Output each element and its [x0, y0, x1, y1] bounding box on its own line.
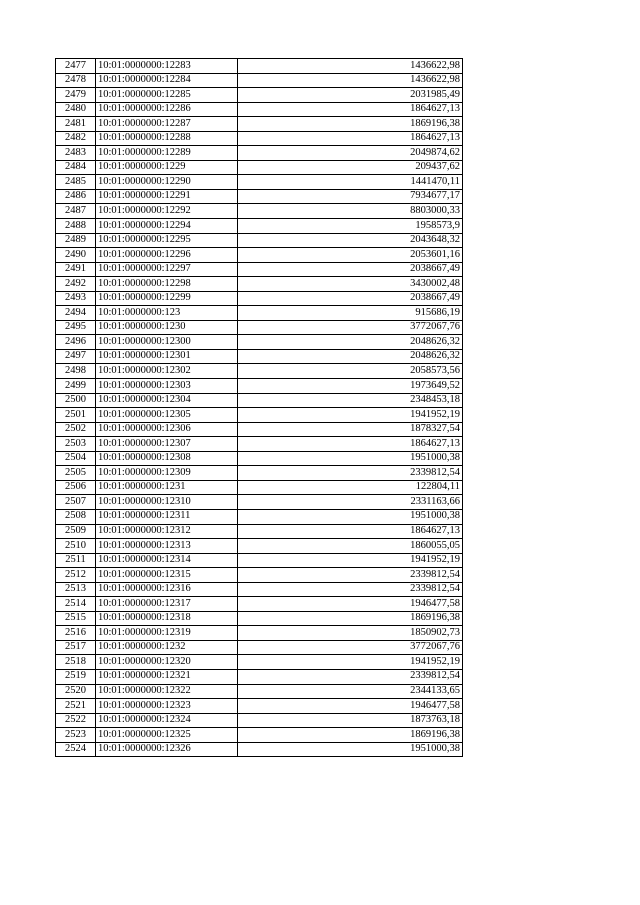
cadastral-value-cell: 1941952,19	[238, 655, 463, 670]
cadastral-value-cell: 2339812,54	[238, 466, 463, 481]
table-row	[56, 597, 463, 612]
cadastral-value-cell: 1864627,13	[238, 102, 463, 117]
table-row	[56, 160, 463, 175]
row-number-cell: 2524	[56, 742, 96, 757]
cadastral-number-cell: 10:01:0000000:12312	[96, 524, 238, 539]
cadastral-value-cell: 2053601,16	[238, 248, 463, 263]
row-number-cell: 2521	[56, 699, 96, 714]
table-row	[56, 59, 463, 74]
cadastral-number-cell: 10:01:0000000:12298	[96, 277, 238, 292]
cadastral-number-cell: 10:01:0000000:12283	[96, 59, 238, 74]
row-number-cell: 2515	[56, 611, 96, 626]
cadastral-value-cell: 1850902,73	[238, 626, 463, 641]
row-number-cell: 2518	[56, 655, 96, 670]
cadastral-value-cell: 122804,11	[238, 480, 463, 495]
row-number-cell: 2477	[56, 59, 96, 74]
cadastral-value-cell: 1878327,54	[238, 422, 463, 437]
row-number-cell: 2485	[56, 175, 96, 190]
cadastral-value-cell: 2058573,56	[238, 364, 463, 379]
row-number-cell: 2499	[56, 379, 96, 394]
row-number-cell: 2478	[56, 73, 96, 88]
row-number-cell: 2484	[56, 160, 96, 175]
table-row	[56, 422, 463, 437]
table-row	[56, 655, 463, 670]
cadastral-value-cell: 3772067,76	[238, 640, 463, 655]
table-row	[56, 509, 463, 524]
cadastral-value-cell: 3772067,76	[238, 320, 463, 335]
cadastral-value-cell: 1864627,13	[238, 131, 463, 146]
cadastral-value-cell: 1951000,38	[238, 451, 463, 466]
cadastral-value-cell: 1441470,11	[238, 175, 463, 190]
cadastral-number-cell: 10:01:0000000:1231	[96, 480, 238, 495]
row-number-cell: 2508	[56, 509, 96, 524]
row-number-cell: 2505	[56, 466, 96, 481]
table-row	[56, 728, 463, 743]
table-row	[56, 524, 463, 539]
row-number-cell: 2489	[56, 233, 96, 248]
row-number-cell: 2516	[56, 626, 96, 641]
table-row	[56, 219, 463, 234]
cadastral-number-cell: 10:01:0000000:12291	[96, 189, 238, 204]
table-row	[56, 131, 463, 146]
table-row	[56, 713, 463, 728]
cadastral-value-cell: 1873763,18	[238, 713, 463, 728]
table-row	[56, 204, 463, 219]
cadastral-number-cell: 10:01:0000000:12323	[96, 699, 238, 714]
cadastral-value-cell: 915686,19	[238, 306, 463, 321]
cadastral-number-cell: 10:01:0000000:12306	[96, 422, 238, 437]
table-row	[56, 408, 463, 423]
cadastral-number-cell: 10:01:0000000:12307	[96, 437, 238, 452]
cadastral-number-cell: 10:01:0000000:1232	[96, 640, 238, 655]
cadastral-number-cell: 10:01:0000000:12296	[96, 248, 238, 263]
table-row	[56, 568, 463, 583]
table-row	[56, 291, 463, 306]
row-number-cell: 2492	[56, 277, 96, 292]
cadastral-number-cell: 10:01:0000000:12315	[96, 568, 238, 583]
table-row	[56, 306, 463, 321]
cadastral-number-cell: 10:01:0000000:12292	[96, 204, 238, 219]
cadastral-value-cell: 1869196,38	[238, 728, 463, 743]
table-row	[56, 626, 463, 641]
table-row	[56, 684, 463, 699]
cadastral-value-cell: 2043648,32	[238, 233, 463, 248]
cadastral-value-cell: 1869196,38	[238, 117, 463, 132]
table-row	[56, 320, 463, 335]
row-number-cell: 2511	[56, 553, 96, 568]
row-number-cell: 2487	[56, 204, 96, 219]
table-row	[56, 539, 463, 554]
row-number-cell: 2504	[56, 451, 96, 466]
cadastral-value-cell: 2038667,49	[238, 262, 463, 277]
row-number-cell: 2500	[56, 393, 96, 408]
cadastral-value-cell: 2031985,49	[238, 88, 463, 103]
row-number-cell: 2486	[56, 189, 96, 204]
table-row	[56, 379, 463, 394]
cadastral-value-cell: 2331163,66	[238, 495, 463, 510]
table-row	[56, 248, 463, 263]
cadastral-number-cell: 10:01:0000000:12295	[96, 233, 238, 248]
cadastral-number-cell: 10:01:0000000:12314	[96, 553, 238, 568]
row-number-cell: 2519	[56, 669, 96, 684]
cadastral-value-cell: 1436622,98	[238, 59, 463, 74]
cadastral-number-cell: 10:01:0000000:12322	[96, 684, 238, 699]
cadastral-value-cell: 2344133,65	[238, 684, 463, 699]
table-row	[56, 189, 463, 204]
table-row	[56, 451, 463, 466]
cadastral-number-cell: 10:01:0000000:12299	[96, 291, 238, 306]
cadastral-value-table	[55, 58, 463, 757]
table-row	[56, 102, 463, 117]
table-row	[56, 553, 463, 568]
cadastral-number-cell: 10:01:0000000:123	[96, 306, 238, 321]
cadastral-number-cell: 10:01:0000000:12325	[96, 728, 238, 743]
row-number-cell: 2495	[56, 320, 96, 335]
row-number-cell: 2497	[56, 349, 96, 364]
cadastral-value-cell: 1869196,38	[238, 611, 463, 626]
table-row	[56, 88, 463, 103]
cadastral-value-cell: 1946477,58	[238, 597, 463, 612]
table-row	[56, 466, 463, 481]
row-number-cell: 2501	[56, 408, 96, 423]
row-number-cell: 2520	[56, 684, 96, 699]
cadastral-value-cell: 2048626,32	[238, 349, 463, 364]
table-row	[56, 582, 463, 597]
cadastral-value-cell: 2339812,54	[238, 669, 463, 684]
row-number-cell: 2510	[56, 539, 96, 554]
table-body	[56, 59, 463, 757]
row-number-cell: 2513	[56, 582, 96, 597]
cadastral-number-cell: 10:01:0000000:12287	[96, 117, 238, 132]
cadastral-number-cell: 10:01:0000000:12313	[96, 539, 238, 554]
cadastral-number-cell: 10:01:0000000:12310	[96, 495, 238, 510]
cadastral-number-cell: 10:01:0000000:12301	[96, 349, 238, 364]
row-number-cell: 2523	[56, 728, 96, 743]
cadastral-number-cell: 10:01:0000000:12297	[96, 262, 238, 277]
table-row	[56, 277, 463, 292]
cadastral-value-cell: 2339812,54	[238, 568, 463, 583]
row-number-cell: 2522	[56, 713, 96, 728]
cadastral-number-cell: 10:01:0000000:12302	[96, 364, 238, 379]
cadastral-value-cell: 1958573,9	[238, 219, 463, 234]
cadastral-value-cell: 1946477,58	[238, 699, 463, 714]
cadastral-number-cell: 10:01:0000000:12321	[96, 669, 238, 684]
cadastral-value-cell: 1864627,13	[238, 437, 463, 452]
table-row	[56, 262, 463, 277]
cadastral-number-cell: 10:01:0000000:12294	[96, 219, 238, 234]
table-row	[56, 349, 463, 364]
row-number-cell: 2498	[56, 364, 96, 379]
cadastral-number-cell: 10:01:0000000:12318	[96, 611, 238, 626]
table-row	[56, 73, 463, 88]
cadastral-value-cell: 2048626,32	[238, 335, 463, 350]
row-number-cell: 2481	[56, 117, 96, 132]
cadastral-number-cell: 10:01:0000000:12317	[96, 597, 238, 612]
cadastral-number-cell: 10:01:0000000:12289	[96, 146, 238, 161]
cadastral-value-cell: 1973649,52	[238, 379, 463, 394]
cadastral-value-cell: 1951000,38	[238, 509, 463, 524]
cadastral-number-cell: 10:01:0000000:12300	[96, 335, 238, 350]
row-number-cell: 2480	[56, 102, 96, 117]
row-number-cell: 2512	[56, 568, 96, 583]
row-number-cell: 2503	[56, 437, 96, 452]
table-row	[56, 117, 463, 132]
cadastral-value-cell: 2038667,49	[238, 291, 463, 306]
cadastral-value-cell: 3430002,48	[238, 277, 463, 292]
cadastral-number-cell: 10:01:0000000:12284	[96, 73, 238, 88]
cadastral-number-cell: 10:01:0000000:12286	[96, 102, 238, 117]
cadastral-number-cell: 10:01:0000000:12320	[96, 655, 238, 670]
cadastral-number-cell: 10:01:0000000:12309	[96, 466, 238, 481]
table-row	[56, 699, 463, 714]
row-number-cell: 2488	[56, 219, 96, 234]
row-number-cell: 2496	[56, 335, 96, 350]
cadastral-number-cell: 10:01:0000000:12311	[96, 509, 238, 524]
cadastral-value-cell: 1941952,19	[238, 553, 463, 568]
cadastral-value-cell: 2049874,62	[238, 146, 463, 161]
cadastral-value-cell: 2348453,18	[238, 393, 463, 408]
cadastral-value-cell: 1436622,98	[238, 73, 463, 88]
cadastral-value-cell: 7934677,17	[238, 189, 463, 204]
cadastral-number-cell: 10:01:0000000:12305	[96, 408, 238, 423]
row-number-cell: 2491	[56, 262, 96, 277]
table-row	[56, 495, 463, 510]
row-number-cell: 2493	[56, 291, 96, 306]
table-row	[56, 611, 463, 626]
cadastral-value-cell: 1860055,05	[238, 539, 463, 554]
cadastral-value-cell: 1951000,38	[238, 742, 463, 757]
cadastral-value-cell: 209437,62	[238, 160, 463, 175]
cadastral-number-cell: 10:01:0000000:12303	[96, 379, 238, 394]
row-number-cell: 2502	[56, 422, 96, 437]
cadastral-value-cell: 1864627,13	[238, 524, 463, 539]
table-row	[56, 364, 463, 379]
cadastral-number-cell: 10:01:0000000:12288	[96, 131, 238, 146]
table-row	[56, 437, 463, 452]
cadastral-value-cell: 1941952,19	[238, 408, 463, 423]
cadastral-number-cell: 10:01:0000000:12308	[96, 451, 238, 466]
cadastral-number-cell: 10:01:0000000:12304	[96, 393, 238, 408]
table-row	[56, 742, 463, 757]
cadastral-number-cell: 10:01:0000000:12326	[96, 742, 238, 757]
row-number-cell: 2483	[56, 146, 96, 161]
row-number-cell: 2490	[56, 248, 96, 263]
cadastral-value-cell: 2339812,54	[238, 582, 463, 597]
table-row	[56, 146, 463, 161]
row-number-cell: 2506	[56, 480, 96, 495]
row-number-cell: 2507	[56, 495, 96, 510]
cadastral-number-cell: 10:01:0000000:12316	[96, 582, 238, 597]
row-number-cell: 2494	[56, 306, 96, 321]
row-number-cell: 2517	[56, 640, 96, 655]
table-row	[56, 393, 463, 408]
cadastral-number-cell: 10:01:0000000:12290	[96, 175, 238, 190]
cadastral-number-cell: 10:01:0000000:12324	[96, 713, 238, 728]
cadastral-number-cell: 10:01:0000000:1230	[96, 320, 238, 335]
table-row	[56, 669, 463, 684]
cadastral-number-cell: 10:01:0000000:12285	[96, 88, 238, 103]
row-number-cell: 2509	[56, 524, 96, 539]
row-number-cell: 2514	[56, 597, 96, 612]
table-row	[56, 480, 463, 495]
table-row	[56, 175, 463, 190]
row-number-cell: 2479	[56, 88, 96, 103]
table-row	[56, 233, 463, 248]
table-row	[56, 640, 463, 655]
cadastral-number-cell: 10:01:0000000:12319	[96, 626, 238, 641]
row-number-cell: 2482	[56, 131, 96, 146]
table-row	[56, 335, 463, 350]
cadastral-number-cell: 10:01:0000000:1229	[96, 160, 238, 175]
cadastral-value-cell: 8803000,33	[238, 204, 463, 219]
